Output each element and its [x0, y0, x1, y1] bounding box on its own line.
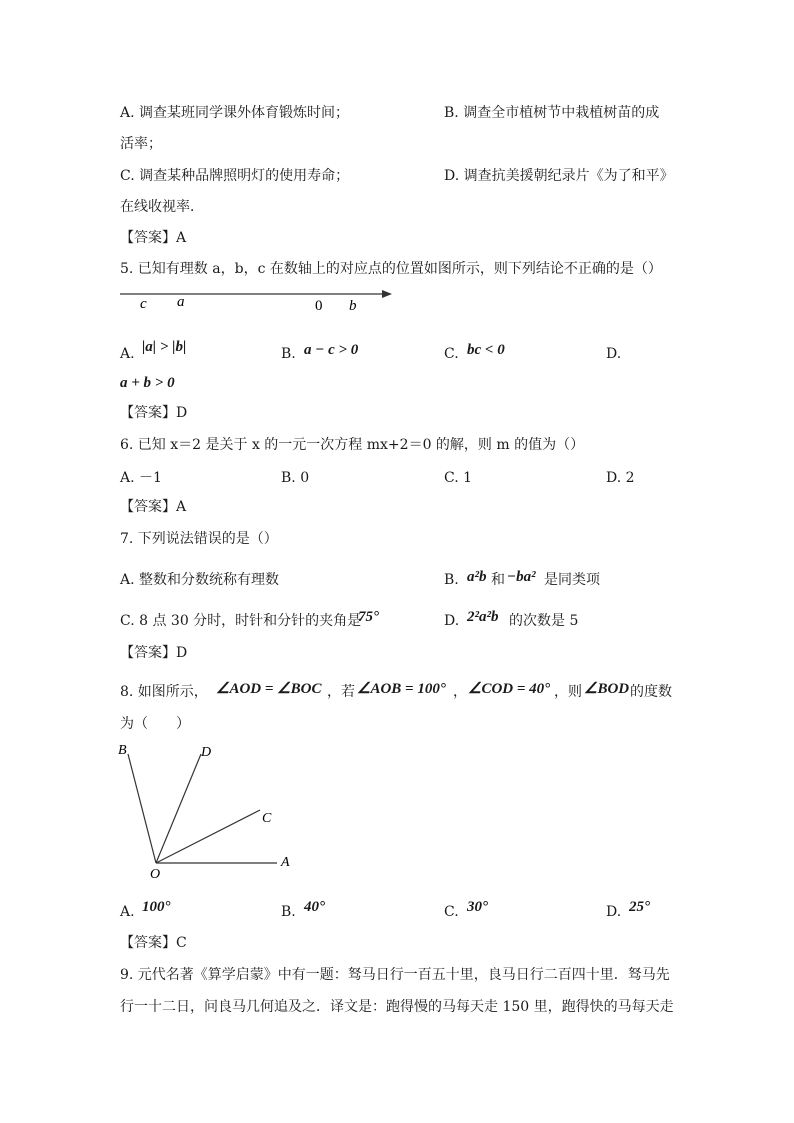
number-line-arrow [382, 290, 392, 298]
q6-option-a: A. －1 [120, 470, 162, 486]
ray-od [156, 754, 201, 863]
q7-option-b-connector: 和 [491, 572, 505, 588]
q7-option-d-math: 2²a²b [467, 609, 499, 625]
q8-stem-prefix: 8. 如图所示， [120, 684, 208, 700]
q8-answer: 【答案】C [120, 935, 187, 951]
q5-option-b-math: a − c > 0 [304, 342, 359, 358]
q7-option-b-tail: 是同类项 [544, 572, 600, 588]
q8-option-a-math: 100° [142, 899, 171, 915]
q8-stem-text-4: ，则 [554, 684, 582, 700]
label-d: D [201, 745, 212, 760]
point-label-b: b [349, 298, 357, 314]
q8-stem-math-3: ∠COD = 40° [468, 681, 551, 697]
q7-option-b-math-1: a²b [467, 569, 487, 585]
q9-line-1: 9. 元代名著《算学启蒙》中有一题：驽马日行一百五十里，良马日行二百四十里．驽马先 [120, 967, 670, 983]
q6-option-c: C. 1 [444, 470, 473, 486]
q8-stem-math-2: ∠AOB = 100° [357, 681, 446, 697]
q4-option-c: C. 调查某种品牌照明灯的使用寿命； [120, 168, 350, 184]
q4-option-a: A. 调查某班同学课外体育锻炼时间； [120, 105, 350, 121]
q8-option-d-math: 25° [629, 899, 650, 915]
ray-ob [128, 754, 156, 863]
q6-option-d: D. 2 [606, 470, 635, 486]
q7-answer: 【答案】D [120, 645, 188, 661]
q8-option-d-label: D. [606, 904, 622, 920]
q8-option-b-label: B. [281, 904, 296, 920]
q4-answer: 【答案】A [120, 230, 187, 246]
ray-oc [156, 810, 260, 863]
q5-stem: 5. 已知有理数 a，b，c 在数轴上的对应点的位置如图所示，则下列结论不正确的是（） [120, 261, 662, 277]
q5-option-c-label: C. [444, 346, 459, 362]
q8-option-b-math: 40° [304, 899, 325, 915]
q8-stem-text-5: 的度数 [630, 684, 672, 700]
q6-answer: 【答案】A [120, 499, 187, 515]
q8-option-c-math: 30° [467, 899, 488, 915]
q7-option-c-math: 75° [358, 609, 379, 625]
q5-option-b-label: B. [281, 346, 296, 362]
q9-line-2: 行一十二日，问良马几何追及之．译文是：跑得慢的马每天走 150 里，跑得快的马每天走 [120, 999, 674, 1015]
point-label-c: c [140, 296, 147, 312]
q7-option-b-math-2: −ba² [507, 569, 536, 585]
label-o: O [150, 867, 161, 882]
q5-option-a-label: A. [120, 346, 135, 362]
q4-option-b-continued: 活率； [120, 136, 162, 152]
q5-answer: 【答案】D [120, 405, 188, 421]
q8-stem-math-1: ∠AOD = ∠BOC [216, 681, 322, 697]
q7-stem: 7. 下列说法错误的是（） [120, 531, 278, 547]
label-b: B [118, 743, 127, 758]
q5-number-line [120, 284, 400, 316]
q5-option-a-math: |a| > |b| [142, 339, 187, 355]
q8-stem-text-3: ， [453, 684, 467, 700]
q8-angle-figure [115, 740, 295, 880]
q8-stem-math-4: ∠BOD [584, 681, 630, 697]
q7-option-a: A. 整数和分数统称有理数 [120, 572, 280, 588]
q4-option-d-continued: 在线收视率． [120, 199, 204, 215]
q8-stem-line-2: 为（ ） [120, 716, 190, 732]
label-c: C [262, 811, 272, 826]
q7-option-c-text: C. 8 点 30 分时，时针和分针的夹角是 [120, 613, 362, 629]
q5-option-d-label: D. [606, 346, 622, 362]
q8-stem-text-2: ，若 [327, 684, 355, 700]
q7-option-b-label: B. [444, 572, 459, 588]
q5-option-d-math: a + b > 0 [120, 375, 175, 391]
q5-option-c-math: bc < 0 [467, 342, 505, 358]
q4-option-d: D. 调查抗美援朝纪录片《为了和平》 [444, 168, 674, 184]
q6-option-b: B. 0 [281, 470, 310, 486]
q6-stem: 6. 已知 x＝2 是关于 x 的一元一次方程 mx+2＝0 的解，则 m 的值为（） [120, 437, 585, 453]
point-label-zero: 0 [315, 298, 323, 314]
label-a: A [281, 855, 290, 870]
q7-option-d-label: D. [444, 613, 460, 629]
q8-option-c-label: C. [444, 904, 459, 920]
q8-option-a-label: A. [120, 904, 135, 920]
point-label-a: a [177, 294, 185, 310]
q7-option-d-tail: 的次数是 5 [509, 613, 579, 629]
q4-option-b: B. 调查全市植树节中栽植树苗的成 [444, 105, 660, 121]
